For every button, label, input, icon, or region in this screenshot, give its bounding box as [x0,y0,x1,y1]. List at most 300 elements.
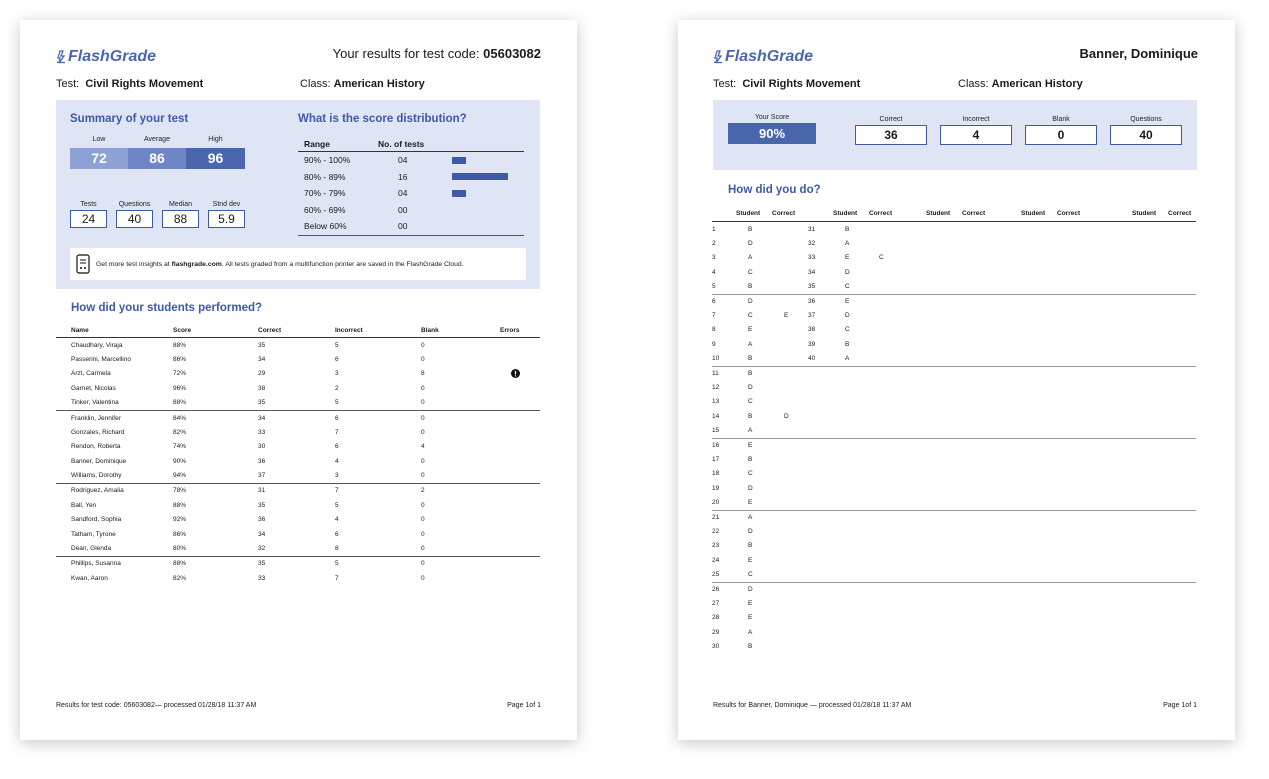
stat-tests [70,201,107,228]
student-correct: 32 [258,545,266,553]
stat-blank [1025,116,1097,145]
question-number: 22 [712,527,720,535]
student-blank: 0 [421,399,425,407]
question-number: 8 [712,326,716,334]
footer-left: Results for Banner, Dominique — processed 01/28/18 11:37 AM [713,702,912,709]
student-score: 88% [173,501,187,509]
student-row[interactable] [56,454,540,469]
student-correct: 31 [258,483,335,498]
count-bar [452,173,508,180]
student-errors [500,513,540,528]
class-report-page [20,20,577,740]
student-errors [500,381,540,396]
student-correct: 35 [258,341,266,349]
student-incorrect: 6 [335,410,421,425]
answer-row [712,467,1196,481]
answers-header [712,210,1196,222]
student-correct: 36 [258,516,266,524]
correct-answer: E [784,312,789,320]
footer-left: Results for test code: 05603082— processed 01/28/18 11:37 AM [56,702,257,709]
student-col-header: Student [1021,210,1046,217]
answer-row [712,438,1196,452]
student-name: Sandford, Sophia [71,516,122,524]
answers-title: How did you do? [728,184,821,196]
logo [56,48,156,66]
count-value: 16 [398,171,408,182]
student-blank: 0 [421,410,500,425]
student-report-page [678,20,1235,740]
student-col-header: Student [736,210,761,217]
student-errors [500,527,540,542]
tip-suffix: . All tests graded from a multifunction printer are saved in the FlashGrade Cloud. [221,260,464,268]
performance-header-row [56,327,540,338]
student-incorrect: 7 [335,428,339,436]
flashgrade-logo-icon [56,50,66,64]
student-errors [500,367,540,382]
range-header: Range [304,139,330,149]
student-answer: B [748,370,753,378]
error-alert-icon[interactable] [511,369,520,378]
student-incorrect: 3 [335,472,339,480]
count-value: 04 [398,155,408,166]
score-stats [855,116,1182,145]
student-row[interactable] [56,381,540,396]
student-incorrect: 5 [335,399,339,407]
answer-row [712,337,1196,351]
student-incorrect: 6 [335,355,339,363]
student-name: Phillips, Susanna [56,556,173,571]
student-answer: A [748,628,753,636]
student-answer: B [845,340,850,348]
test-label: Test: [713,78,737,90]
question-number: 3 [712,254,716,262]
student-blank: 0 [421,516,425,524]
question-number: 33 [808,254,816,262]
class-label: Class: [300,78,331,90]
student-incorrect: 6 [335,443,339,451]
test-label: Test: [56,78,80,90]
answer-row [712,495,1196,509]
correct-col-header: Correct [1168,210,1192,217]
average-value: 86 [128,148,186,169]
student-name-header: Banner, Dominique [1079,46,1198,61]
student-row[interactable] [56,483,540,498]
count-bar-track [452,223,508,230]
student-answer: A [845,240,850,248]
student-incorrect: 5 [335,501,339,509]
answer-row [712,222,1196,236]
student-answer: E [748,326,753,334]
question-number: 28 [712,614,720,622]
distribution-header [298,137,524,152]
count-bar-track [452,173,508,180]
student-errors [500,440,540,455]
student-name: Kwan, Aaron [71,574,108,582]
answer-row [712,395,1196,409]
student-col-header: Student [833,210,858,217]
student-score: 86% [173,355,187,363]
stat-value: 36 [855,125,927,145]
student-answer: D [748,298,753,306]
stat-value: 88 [162,210,199,228]
student-name: Franklin, Jennifer [56,410,173,425]
student-errors [500,425,540,440]
low-avg-high-labels [70,136,245,143]
student-answer: A [845,355,850,363]
student-answer: B [748,283,753,291]
student-incorrect: 2 [335,385,339,393]
stat-value: 0 [1025,125,1097,145]
stat-value: 40 [1110,125,1182,145]
student-name: Gonzales, Richard [71,428,125,436]
stat-label: Incorrect [962,116,990,123]
question-number: 39 [808,340,816,348]
stat-value: 24 [70,210,107,228]
footer-page: Page 1of 1 [1163,702,1197,709]
range-label: 70% - 79% [304,188,346,199]
col-score: Score [173,327,258,338]
count-value: 04 [398,188,408,199]
student-incorrect: 5 [335,341,339,349]
student-answer: E [748,499,753,507]
student-score: 88% [173,399,187,407]
student-answer: B [748,542,753,550]
student-correct: 33 [258,428,266,436]
high-value: 96 [186,148,245,169]
stat-value: 5.9 [208,210,245,228]
class-info [958,78,1083,90]
answer-row [712,582,1196,596]
student-errors [500,338,540,353]
stat-median [162,201,199,228]
student-name: Dean, Glenda [71,545,112,553]
col-errors: Errors [500,327,540,338]
performance-title: How did your students performed? [71,302,263,314]
answer-row [712,524,1196,538]
count-value: 00 [398,204,408,215]
student-score: 82% [173,574,187,582]
student-score: 96% [173,385,187,393]
test-name: Civil Rights Movement [85,78,204,90]
student-correct: 33 [258,574,266,582]
answer-row [712,553,1196,567]
student-answer: A [748,514,753,521]
student-blank: 0 [421,355,425,363]
student-errors [500,396,540,411]
stat-label: Correct [879,116,903,123]
student-errors [500,498,540,513]
question-number: 35 [808,283,816,291]
student-answer: D [748,240,753,248]
student-col-header: Student [926,210,951,217]
correct-col-header: Correct [772,210,796,217]
answer-row [712,409,1196,423]
student-row[interactable] [56,542,540,557]
student-correct: 30 [258,443,266,451]
student-score: 92% [173,516,187,524]
tip-link[interactable]: flashgrade.com [171,260,222,268]
logo [713,48,813,66]
student-score: 84% [173,410,258,425]
student-name: Rendon, Roberta [71,443,121,451]
question-number: 29 [712,628,720,636]
your-score-label: Your Score [754,114,790,121]
footer-page: Page 1of 1 [507,702,541,709]
student-blank: 0 [421,574,425,582]
student-correct: 34 [258,531,266,539]
student-incorrect: 7 [335,574,339,582]
answer-row [712,596,1196,610]
student-name: Garnet, Nicolas [71,385,116,393]
student-answer: C [748,571,753,579]
question-number: 4 [712,268,716,276]
question-number: 7 [712,312,716,320]
answer-row [712,611,1196,625]
student-row[interactable] [56,527,540,542]
question-number: 25 [712,571,720,579]
student-score: 88% [173,556,258,571]
student-errors [500,410,540,425]
student-answer: E [748,599,753,607]
student-score: 72% [173,370,187,378]
question-number: 9 [712,340,716,348]
performance-table [56,327,540,586]
student-answer: B [845,225,850,233]
student-answer: D [845,312,850,320]
student-answer: E [748,614,753,622]
student-answer: A [748,254,753,262]
question-number: 18 [712,470,720,478]
student-answer: E [845,254,850,262]
summary-panel [56,100,540,289]
answer-row [712,639,1196,653]
test-code-header [333,46,541,61]
low-label: Low [92,136,106,143]
answer-row [712,323,1196,337]
answer-row [712,567,1196,581]
student-name: Banner, Dominique [71,458,127,466]
question-number: 38 [808,326,816,334]
student-score: 94% [173,472,187,480]
count-header: No. of tests [378,139,425,149]
student-row[interactable] [56,498,540,513]
stat-label: Blank [1052,116,1070,123]
answer-row [712,481,1196,495]
question-number: 27 [712,599,720,607]
student-correct: 37 [258,472,266,480]
student-errors [500,556,540,571]
average-label: Average [144,136,170,143]
student-answer: C [748,268,753,276]
student-answer: B [748,355,753,363]
question-number: 2 [712,240,716,248]
student-row[interactable] [56,440,540,455]
student-score: 78% [173,483,258,498]
question-number: 26 [712,585,720,593]
student-row[interactable] [56,556,540,571]
answer-row [712,294,1196,308]
answer-row [712,280,1196,294]
student-score: 74% [173,443,187,451]
distribution-title: What is the score distribution? [298,113,467,125]
stat-label: Questions [118,201,151,208]
student-blank: 0 [421,472,425,480]
student-row[interactable] [56,469,540,484]
student-correct: 29 [258,370,266,378]
student-row[interactable] [56,425,540,440]
student-score: 90% [173,458,187,466]
count-bar [452,157,466,164]
correct-col-header: Correct [1057,210,1081,217]
correct-answer: D [784,412,789,420]
correct-col-header: Correct [869,210,893,217]
student-answer: C [845,326,850,334]
logo-text: FlashGrade [725,48,814,65]
student-answer: B [748,225,753,233]
student-name: Arzt, Carmela [71,370,111,378]
stat-stnd-dev [208,201,245,228]
student-blank: 0 [421,501,425,509]
question-number: 21 [712,514,720,521]
student-answer: E [845,298,850,306]
question-number: 5 [712,283,716,291]
distribution-row [298,152,524,169]
col-correct: Correct [258,327,335,338]
question-number: 13 [712,398,720,406]
summary-title: Summary of your test [70,113,189,125]
student-errors [500,454,540,469]
student-blank: 4 [421,443,425,451]
student-correct: 35 [258,501,266,509]
range-label: Below 60% [304,221,347,232]
correct-answer: C [879,254,884,262]
student-row[interactable] [56,396,540,411]
answer-row [712,380,1196,394]
student-correct: 34 [258,410,335,425]
header-prefix: Your results for test code: [332,46,484,61]
performance-rows [56,338,540,586]
student-blank: 0 [421,428,425,436]
question-number: 36 [808,298,816,306]
student-name: Rodriguez, Amalia [56,483,173,498]
student-row[interactable] [56,367,540,382]
distribution-row [298,202,524,219]
question-number: 32 [808,240,816,248]
student-answer: D [748,383,753,391]
student-blank: 2 [421,483,500,498]
score-range-bar [70,148,245,169]
distribution-row [298,169,524,186]
student-correct: 34 [258,355,266,363]
student-answer: E [748,442,753,450]
stat-label: Questions [1130,116,1162,123]
student-correct: 35 [258,399,266,407]
student-answer: D [748,585,753,593]
tip-prefix: Get more test insights at [96,260,172,268]
range-label: 80% - 89% [304,171,346,182]
student-row[interactable] [56,410,540,425]
distribution-row [298,185,524,202]
question-number: 14 [712,412,720,420]
distribution-row [298,218,524,235]
correct-col-header: Correct [962,210,986,217]
student-incorrect: 7 [335,483,421,498]
question-number: 12 [712,383,720,391]
col-incorrect: Incorrect [335,327,421,338]
student-score: 86% [173,531,187,539]
printer-doc-icon [76,254,90,274]
count-bar-track [452,190,508,197]
summary-stats [70,201,245,228]
answers-table [712,210,1196,654]
question-number: 16 [712,442,720,450]
answers-rows [712,222,1196,654]
distribution-rows [298,152,524,235]
student-row[interactable] [56,571,540,586]
stat-label: Median [169,201,192,208]
student-blank: 0 [421,531,425,539]
stat-label: Stnd dev [212,201,241,208]
class-name: American History [991,78,1083,90]
student-answer: C [845,283,850,291]
student-blank: 0 [421,341,425,349]
distribution-table [298,137,524,236]
student-answer: D [748,527,753,535]
student-incorrect: 3 [335,370,339,378]
student-errors [500,542,540,557]
tip-box [70,248,526,280]
stat-value: 40 [116,210,153,228]
stat-value: 4 [940,125,1012,145]
count-value: 00 [398,221,408,232]
score-panel [713,100,1197,170]
student-row[interactable] [56,513,540,528]
question-number: 34 [808,268,816,276]
logo-text: FlashGrade [68,48,157,65]
range-label: 60% - 69% [304,204,346,215]
question-number: 10 [712,355,720,363]
test-info [713,78,860,90]
count-bar-track [452,206,508,213]
student-incorrect: 6 [335,531,339,539]
your-score [728,114,816,144]
question-number: 17 [712,455,720,463]
student-answer: B [748,455,753,463]
student-correct: 36 [258,458,266,466]
student-blank: 0 [421,458,425,466]
answer-row [712,352,1196,366]
answer-row [712,539,1196,553]
student-score: 82% [173,428,187,436]
student-name: Passerini, Marcellino [71,355,131,363]
student-errors [500,469,540,484]
flashgrade-logo-icon [713,50,723,64]
answer-row [712,510,1196,524]
class-name: American History [333,78,425,90]
student-errors [500,352,540,367]
student-answer: B [748,643,753,651]
student-row[interactable] [56,338,540,353]
question-number: 30 [712,643,720,651]
test-info [56,78,203,90]
student-row[interactable] [56,352,540,367]
student-answer: D [845,268,850,276]
student-answer: C [748,398,753,406]
student-name: Chaudhary, Viraja [71,341,123,349]
question-number: 24 [712,556,720,564]
student-blank: 0 [421,545,425,553]
student-blank: 8 [421,370,425,378]
